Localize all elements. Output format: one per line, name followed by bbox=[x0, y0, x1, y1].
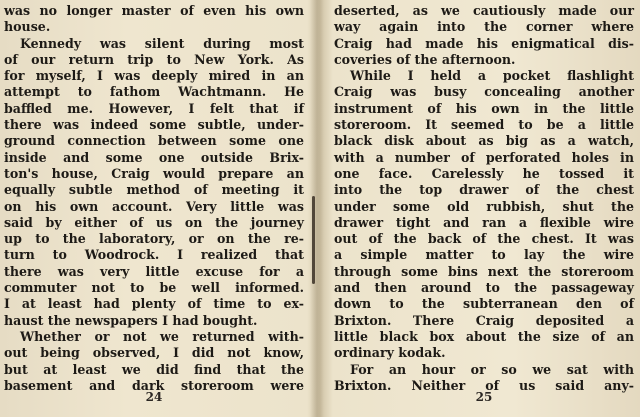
text-line: ground connection between some one bbox=[4, 133, 304, 149]
text-line: For an hour or so we sat with bbox=[350, 361, 634, 377]
text-line: out of the back of the chest. It was bbox=[334, 231, 634, 247]
right-page bbox=[334, 0, 634, 417]
text-line: basement and dark storeroom were bbox=[4, 377, 304, 393]
text-line: and then around to the passageway bbox=[334, 280, 634, 296]
text-line: While I held a pocket flashlight bbox=[350, 68, 634, 84]
text-line: I at least had plenty of time to ex- bbox=[4, 296, 304, 312]
text-line: Brixton. Neither of us said any- bbox=[334, 377, 634, 393]
left-page-number: 24 bbox=[145, 390, 163, 404]
text-line: up to the laboratory, or on the re- bbox=[4, 231, 304, 247]
text-line: Brixton. There Craig deposited a bbox=[334, 312, 634, 328]
text-line: instrument of his own in the little bbox=[334, 100, 634, 116]
text-line: way again into the corner where bbox=[334, 19, 634, 35]
left-page-text bbox=[4, 3, 304, 394]
text-line: drawer tight and ran a flexible wire bbox=[334, 214, 634, 230]
text-line: coveries of the afternoon. bbox=[334, 51, 516, 67]
right-page-text bbox=[334, 3, 634, 394]
text-line: deserted, as we cautiously made our bbox=[334, 3, 634, 18]
text-line: on his own account. Very little was bbox=[4, 198, 304, 214]
text-line: of our return trip to New York. As bbox=[4, 51, 304, 67]
text-line: there was indeed some subtle, under- bbox=[4, 117, 304, 133]
right-page-number: 25 bbox=[475, 390, 493, 404]
text-line: equally subtle method of meeting it bbox=[4, 182, 304, 198]
text-line: was no longer master of even his own bbox=[4, 3, 304, 18]
text-line: baffled me. However, I felt that if bbox=[4, 100, 304, 116]
text-line: turn to Woodrock. I realized that bbox=[4, 247, 304, 263]
text-line: a simple matter to lay the wire bbox=[334, 247, 634, 263]
text-line: inside and some one outside Brix- bbox=[4, 149, 304, 165]
text-line: for myself, I was deeply mired in an bbox=[4, 68, 304, 84]
binding-thread bbox=[312, 196, 315, 284]
text-line: down to the subterranean den of bbox=[334, 296, 634, 312]
text-line: house. bbox=[4, 19, 51, 35]
text-line: little black box about the size of an bbox=[334, 328, 634, 344]
text-line: under some old rubbish, shut the bbox=[334, 198, 634, 214]
text-line: said by either of us on the journey bbox=[4, 214, 304, 230]
text-line: through some bins next the storeroom bbox=[334, 263, 634, 279]
text-line: with a number of perforated holes in bbox=[334, 149, 634, 165]
text-line: ordinary kodak. bbox=[334, 345, 446, 361]
text-line: black disk about as big as a watch, bbox=[334, 133, 634, 149]
text-line: Whether or not we returned with- bbox=[20, 328, 304, 344]
text-line: out being observed, I did not know, bbox=[4, 345, 304, 361]
text-line: ton's house, Craig would prepare an bbox=[4, 165, 304, 181]
text-line: but at least we did find that the bbox=[4, 361, 304, 377]
text-line: attempt to fathom Wachtmann. He bbox=[4, 84, 304, 100]
text-line: commuter not to be well informed. bbox=[4, 280, 304, 296]
text-line: storeroom. It seemed to be a little bbox=[334, 117, 634, 133]
text-line: Craig had made his enigmatical dis- bbox=[334, 35, 634, 51]
text-line: into the top drawer of the chest bbox=[334, 182, 634, 198]
text-line: Kennedy was silent during most bbox=[20, 35, 304, 51]
text-line: Craig was busy concealing another bbox=[334, 84, 634, 100]
text-line: haust the newspapers I had bought. bbox=[4, 312, 258, 328]
left-page bbox=[4, 0, 304, 417]
text-line: one face. Carelessly he tossed it bbox=[334, 165, 634, 181]
text-line: there was very little excuse for a bbox=[4, 263, 304, 279]
